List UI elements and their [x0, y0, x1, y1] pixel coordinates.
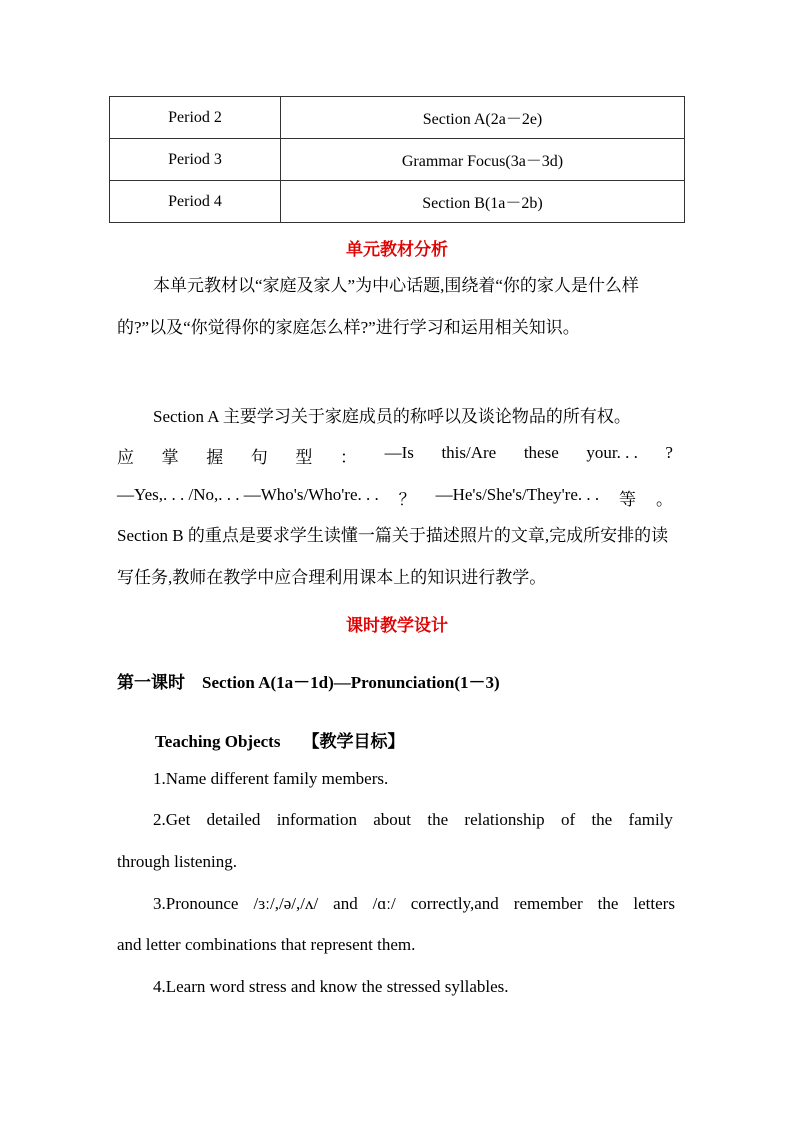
objectives-title-cn: 【教学目标】: [302, 732, 405, 752]
objective-4: 4.Learn word stress and know the stressed syllables.: [153, 977, 509, 996]
period-cell: Period 4: [110, 181, 281, 223]
word: 握: [206, 448, 224, 467]
word: 掌: [161, 448, 179, 467]
word: information: [276, 810, 357, 829]
design-heading: 课时教学设计: [346, 616, 448, 636]
table-row: [110, 97, 685, 139]
objective-3-line-2: and letter combinations that represent them.: [117, 935, 416, 954]
word: about: [373, 810, 412, 829]
word: ?: [665, 443, 673, 462]
word: 等: [619, 490, 637, 509]
objective-2-line-1: [153, 810, 673, 830]
objectives-title-en: Teaching Objects: [155, 732, 281, 751]
word: 句: [250, 448, 268, 467]
word: the: [591, 810, 613, 829]
word: family: [628, 810, 673, 829]
analysis-heading: 单元教材分析: [346, 240, 448, 260]
content-cell: Section B(1a－2b): [281, 181, 685, 223]
word: /ɜː/,/ə/,/ʌ/: [253, 894, 319, 913]
objective-3-line-1: [153, 894, 675, 914]
table-row: [110, 181, 685, 223]
objective-1: 1.Name different family members.: [153, 769, 389, 788]
word: your. . .: [586, 443, 638, 462]
word: these: [523, 443, 559, 462]
content-cell: Section A(2a－2e): [281, 97, 685, 139]
word: correctly,and: [410, 894, 499, 913]
word: /ɑː/: [372, 894, 396, 913]
word: 。: [655, 490, 673, 509]
objective-2-line-2: through listening.: [117, 852, 237, 871]
word: the: [427, 810, 449, 829]
word: remember: [513, 894, 583, 913]
word: of: [560, 810, 576, 829]
word: 3.Pronounce: [153, 894, 239, 913]
periods-table: [109, 96, 685, 223]
word: letters: [633, 894, 675, 913]
objectives-title: [155, 727, 404, 752]
table-row: [110, 139, 685, 181]
analysis-paragraph-2-line-1: Section A 主要学习关于家庭成员的称呼以及谈论物品的所有权。: [153, 407, 631, 426]
period-cell: Period 2: [110, 97, 281, 139]
analysis-paragraph-2-rest: Section B 的重点是要求学生读懂一篇关于描述照片的文章,完成所安排的读写任务,教师在教学中应合理利用课本上的知识进行教学。: [117, 526, 669, 587]
word: this/Are: [441, 443, 497, 462]
lesson-title: 第一课时 Section A(1a－1d)—Pronunciation(1－3): [117, 673, 500, 692]
word: the: [597, 894, 619, 913]
word: ？: [398, 490, 416, 509]
analysis-paragraph-1: 本单元教材以“家庭及家人”为中心话题,围绕着“你的家人是什么样的?”以及“你觉得你的家庭怎么样?”进行学习和运用相关知识。: [117, 276, 639, 337]
word: detailed: [206, 810, 261, 829]
content-cell: Grammar Focus(3a－3d): [281, 139, 685, 181]
sentence-pattern-line-2: [117, 485, 673, 510]
sentence-pattern-line: [117, 443, 673, 468]
word: 2.Get: [153, 810, 191, 829]
word: 型: [295, 448, 313, 467]
word: —He's/She's/They're. . .: [435, 485, 600, 504]
word: relationship: [464, 810, 545, 829]
word: 应: [117, 448, 134, 467]
word: —Yes,. . . /No,. . . —Who's/Who're. . .: [117, 485, 379, 504]
period-cell: Period 3: [110, 139, 281, 181]
word: and: [333, 894, 358, 913]
word: —Is: [384, 443, 414, 462]
word: ：: [339, 448, 357, 467]
